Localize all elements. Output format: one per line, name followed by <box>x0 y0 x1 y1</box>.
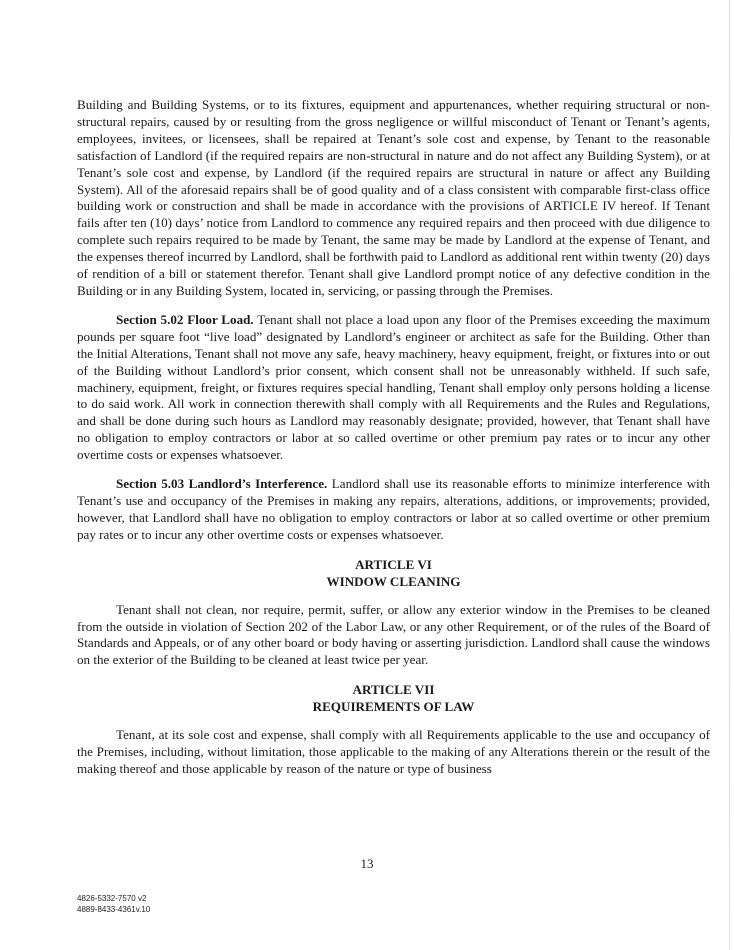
document-body <box>77 97 710 790</box>
article-6-number: ARTICLE VI <box>355 556 432 572</box>
document-id-1: 4826-5332-7570 v2 <box>77 894 147 903</box>
article-7-title: REQUIREMENTS OF LAW <box>312 699 475 715</box>
article-6-title: WINDOW CLEANING <box>326 573 461 589</box>
document-id-2: 4889-8433-4361v.10 <box>77 905 151 914</box>
section-5-02-heading: Section 5.02 Floor Load. <box>116 311 254 327</box>
article-7-heading <box>77 681 710 715</box>
article-6-text: Tenant shall not clean, nor require, permit, suffer, or allow any exterior window in the Premises to be cleaned from the outside in violation of Section 202 of the Labor Law, or any other Requirement, or of the rules of the Board of Standards and Appeals, or of any other board or body having or asserting jurisdiction. Landlord shall cause the windows on the exterior of the Building to be cleaned at least twice per year. <box>77 601 710 668</box>
section-5-02 <box>77 312 710 464</box>
section-5-03-heading: Section 5.03 Landlord’s Interference. <box>116 476 328 492</box>
article-7-text: Tenant, at its sole cost and expense, shall comply with all Requirements applicable to the use and occupancy of the Premises, including, without limitation, those applicable to the making of any Alterations therein or the result of the making thereof and those applicable by reason of the nature or type of business <box>77 727 710 777</box>
document-id-block <box>77 893 150 915</box>
article-7-number: ARTICLE VII <box>352 682 435 698</box>
section-5-02-text: Tenant shall not place a load upon any floor of the Premises exceeding the maximum pounds per square foot “live load” designated by Landlord’s engineer or architect as safe for the Building. Other than the Initial Alterations, Tenant shall not move any safe, heavy machinery, heavy equipment, freight, or fixtures into or out of the Building without Landlord’s prior consent, which consent shall not be unreasonably withheld. If such safe, machinery, equipment, freight, or fixtures requires special handling, Tenant shall employ only persons holding a license to do said work. All work in connection therewith shall comply with all Requirements and the Rules and Regulations, and shall be done during such hours as Landlord may reasonably designate; provided, however, that Tenant shall have no obligation to employ contractors or labor at so called overtime or other premium pay rates or to incur any other overtime costs or expenses whatsoever. <box>77 311 711 463</box>
paragraph-repairs: Building and Building Systems, or to its fixtures, equipment and appurtenances, whether requiring structural or non-structural repairs, caused by or resulting from the gross negligence or willful misconduct of Tenant or Tenant’s agents, employees, invitees, or licensees, shall be repaired at Tenant’s sole cost and expense, by Tenant to the reasonable satisfaction of Landlord (if the required repairs are non-structural in nature and do not affect any Building System), or at Tenant’s sole cost and expense, by Landlord (if the required repairs are structural in nature or affect any Building System). All of the aforesaid repairs shall be of good quality and of a class consistent with comparable first-class office building work or construction and shall be made in accordance with the provisions of ARTICLE IV hereof. If Tenant fails after ten (10) days’ notice from Landlord to commence any required repairs and then proceed with due diligence to complete such repairs required to be made by Tenant, the same may be made by Landlord at the expense of Tenant, and the expenses thereof incurred by Landlord, shall be forthwith paid to Landlord as additional rent within twenty (20) days of rendition of a bill or statement therefor. Tenant shall give Landlord prompt notice of any defective condition in the Building or in any Building System, located in, servicing, or passing through the Premises. <box>77 97 710 298</box>
scan-edge-line <box>729 0 730 950</box>
section-5-03 <box>77 476 710 544</box>
article-6-heading <box>77 556 710 590</box>
page-number: 13 <box>360 856 374 871</box>
section-5-03-text: Landlord shall use its reasonable efforts to minimize interference with Tenant’s use and occupancy of the Premises in making any repairs, alterations, additions, or improvements; provided, however, that Landlord shall have no obligation to employ contractors or labor at so called overtime or other premium pay rates or to incur any other overtime costs or expenses whatsoever. <box>77 476 710 542</box>
